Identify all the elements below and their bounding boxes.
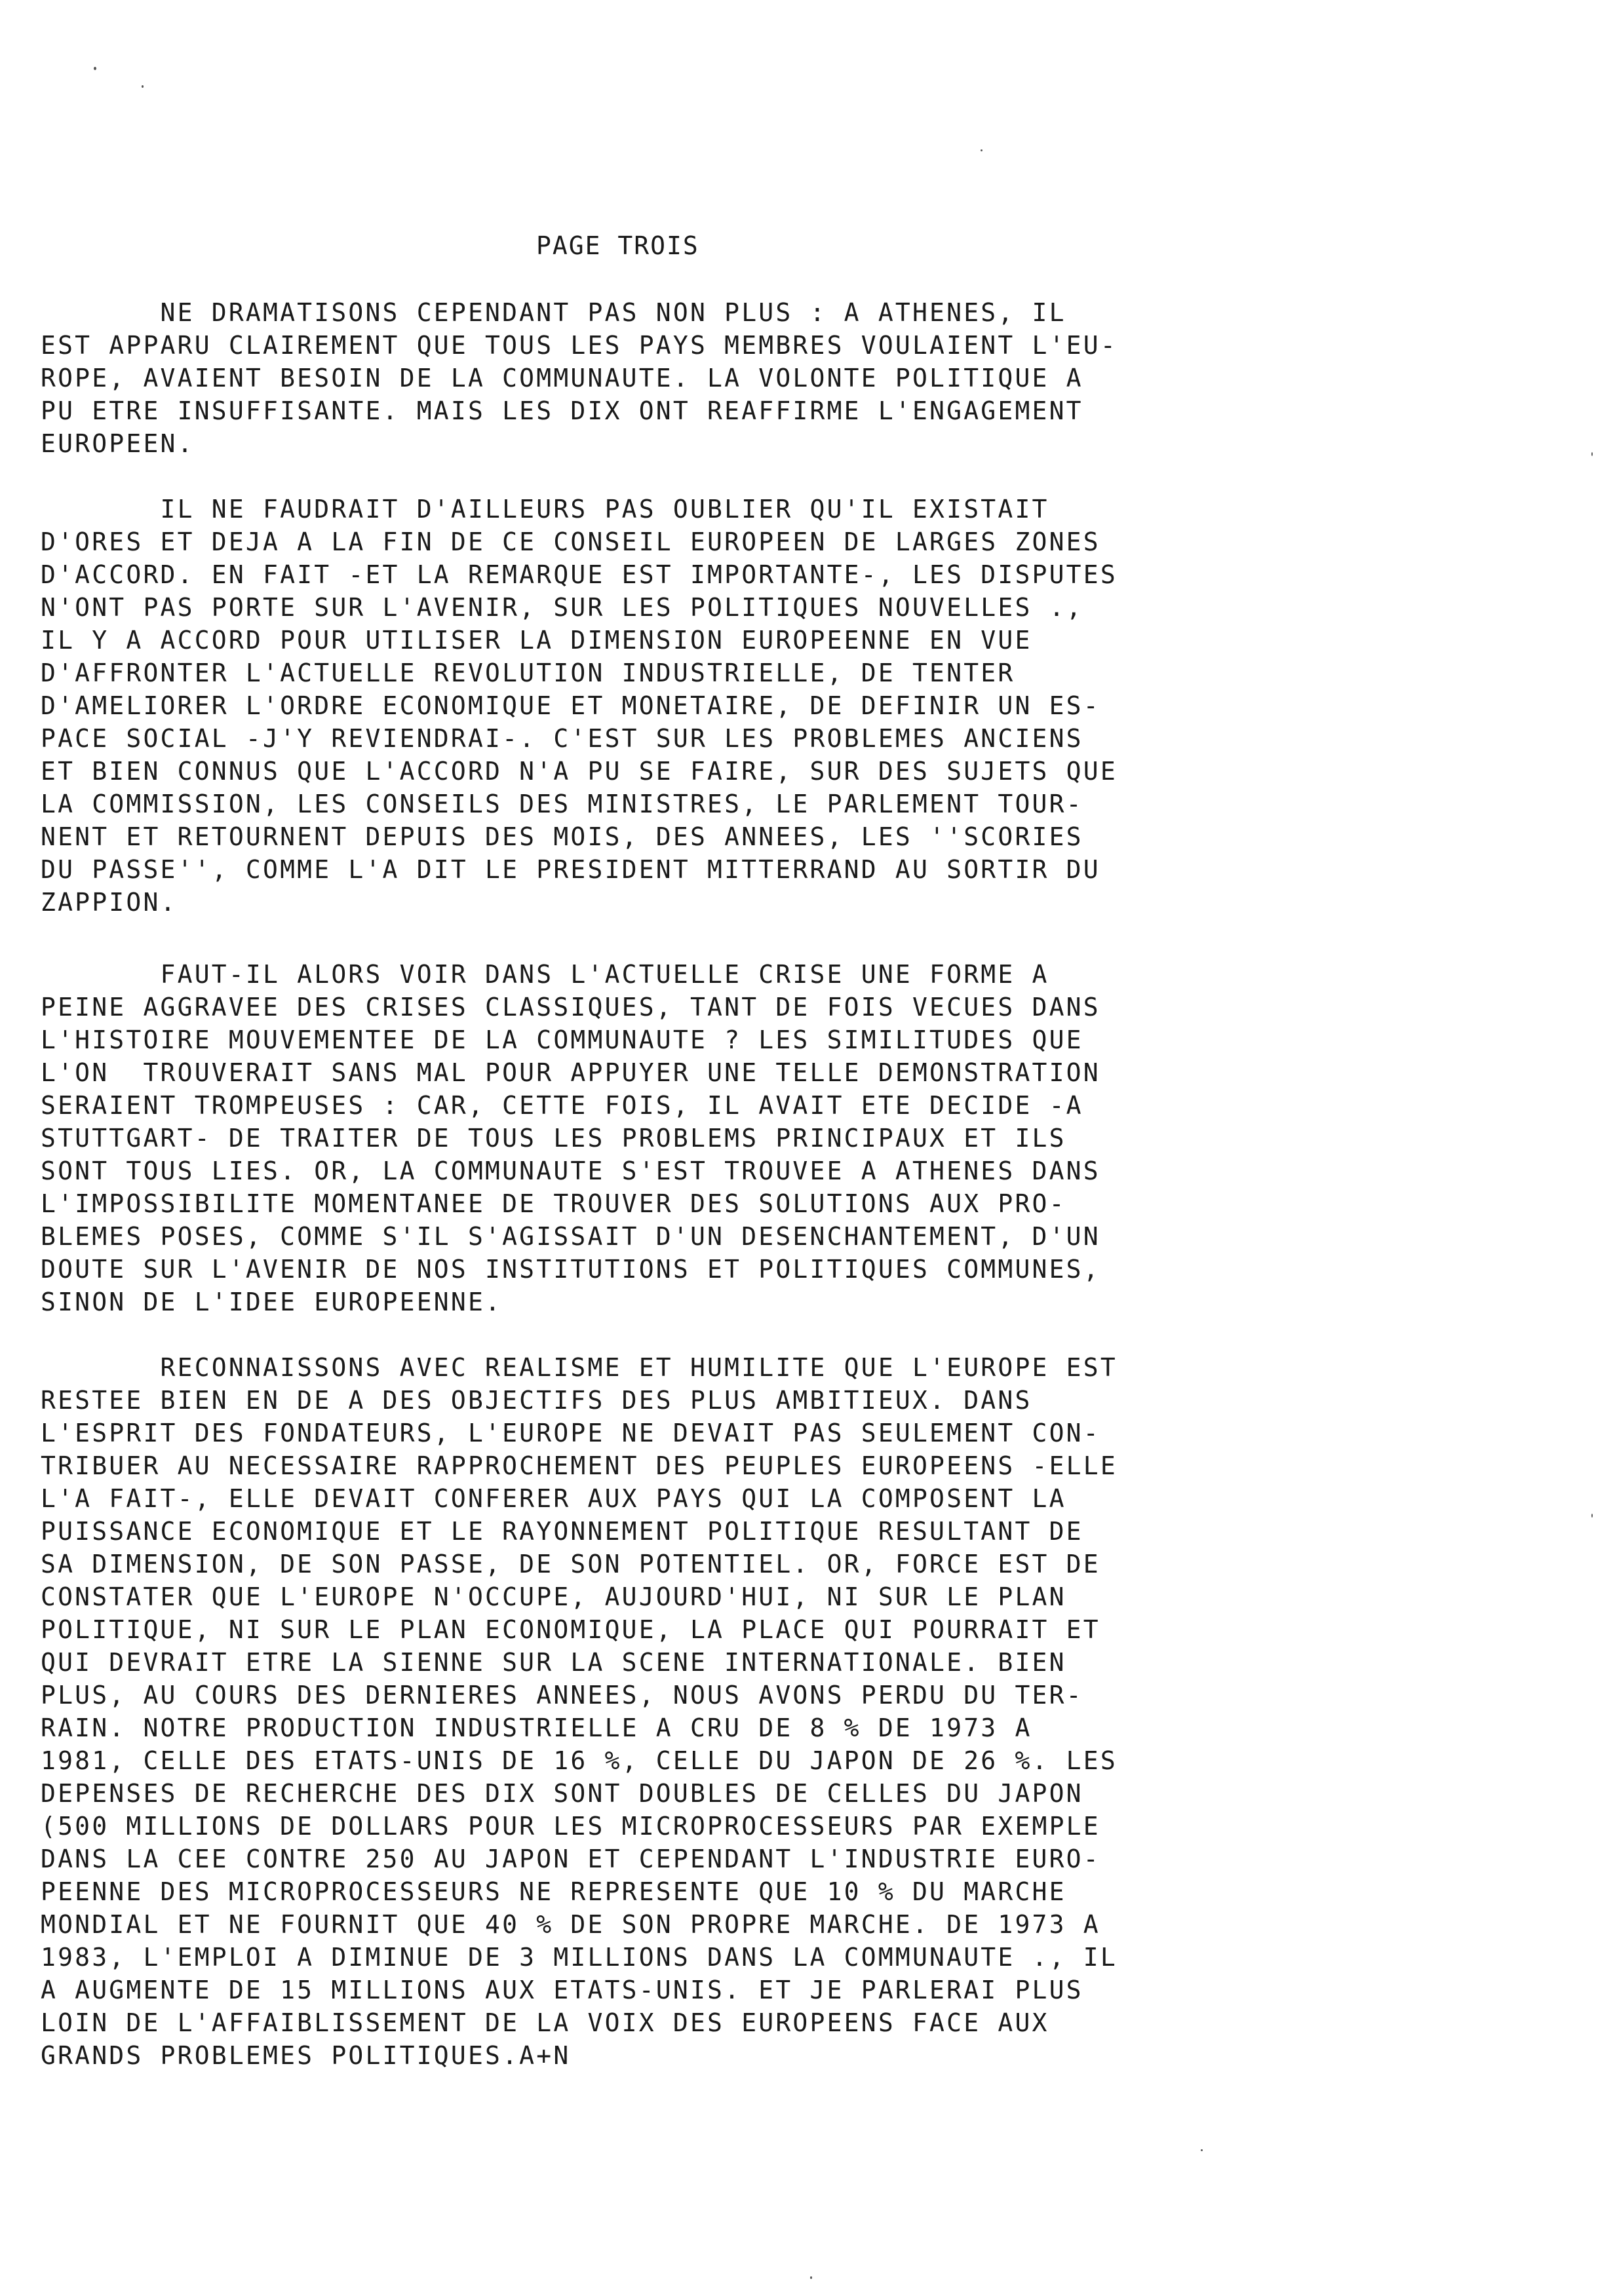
text-line: GRANDS PROBLEMES POLITIQUES.A+N [41,2041,571,2070]
text-line: ROPE, AVAIENT BESOIN DE LA COMMUNAUTE. LA VOLONTE POLITIQUE A [41,364,1083,392]
text-line: D'AFFRONTER L'ACTUELLE REVOLUTION INDUSTRIELLE, DE TENTER [41,659,1015,687]
text-line: PEENNE DES MICROPROCESSEURS NE REPRESENTE QUE 10 % DU MARCHE [41,1877,1066,1906]
text-line: PACE SOCIAL -J'Y REVIENDRAI-. C'EST SUR LES PROBLEMES ANCIENS [41,724,1083,753]
scan-speck [94,67,96,70]
text-line: CONSTATER QUE L'EUROPE N'OCCUPE, AUJOURD'HUI, NI SUR LE PLAN [41,1582,1066,1611]
text-line: TRIBUER AU NECESSAIRE RAPPROCHEMENT DES PEUPLES EUROPEENS -ELLE [41,1451,1118,1480]
page-heading: PAGE TROIS [536,231,699,260]
text-line: RESTEE BIEN EN DE A DES OBJECTIFS DES PLUS AMBITIEUX. DANS [41,1386,1032,1415]
text-line: EST APPARU CLAIREMENT QUE TOUS LES PAYS MEMBRES VOULAIENT L'EU- [41,331,1118,360]
text-line: SONT TOUS LIES. OR, LA COMMUNAUTE S'EST TROUVEE A ATHENES DANS [41,1157,1100,1185]
text-line: NENT ET RETOURNENT DEPUIS DES MOIS, DES ANNEES, LES ''SCORIES [41,822,1083,851]
text-line: MONDIAL ET NE FOURNIT QUE 40 % DE SON PROPRE MARCHE. DE 1973 A [41,1910,1100,1939]
text-line: (500 MILLIONS DE DOLLARS POUR LES MICROPROCESSEURS PAR EXEMPLE [41,1812,1100,1841]
text-line: STUTTGART- DE TRAITER DE TOUS LES PROBLEMS PRINCIPAUX ET ILS [41,1124,1066,1153]
scan-speck [142,85,144,88]
scan-speck [810,2276,812,2279]
text-line: IL Y A ACCORD POUR UTILISER LA DIMENSION EUROPEENNE EN VUE [41,626,1032,655]
paragraph [41,296,1601,460]
text-line: L'A FAIT-, ELLE DEVAIT CONFERER AUX PAYS QUI LA COMPOSENT LA [41,1484,1066,1513]
scan-speck [1201,2149,1203,2151]
text-line: PUISSANCE ECONOMIQUE ET LE RAYONNEMENT POLITIQUE RESULTANT DE [41,1517,1083,1546]
text-line: L'ON TROUVERAIT SANS MAL POUR APPUYER UNE TELLE DEMONSTRATION [41,1058,1100,1087]
scan-speck [981,149,983,151]
text-line: LOIN DE L'AFFAIBLISSEMENT DE LA VOIX DES EUROPEENS FACE AUX [41,2008,1049,2037]
text-line: PEINE AGGRAVEE DES CRISES CLASSIQUES, TANT DE FOIS VECUES DANS [41,993,1100,1022]
text-line: L'ESPRIT DES FONDATEURS, L'EUROPE NE DEVAIT PAS SEULEMENT CON- [41,1419,1100,1447]
text-line: DEPENSES DE RECHERCHE DES DIX SONT DOUBLES DE CELLES DU JAPON [41,1779,1083,1808]
text-line: POLITIQUE, NI SUR LE PLAN ECONOMIQUE, LA PLACE QUI POURRAIT ET [41,1615,1100,1644]
paragraph [41,1351,1601,2072]
text-line: QUI DEVRAIT ETRE LA SIENNE SUR LA SCENE INTERNATIONALE. BIEN [41,1648,1066,1677]
text-line: D'ACCORD. EN FAIT -ET LA REMARQUE EST IMPORTANTE-, LES DISPUTES [41,560,1118,589]
text-line: LA COMMISSION, LES CONSEILS DES MINISTRES, LE PARLEMENT TOUR- [41,790,1083,818]
text-line: RECONNAISSONS AVEC REALISME ET HUMILITE QUE L'EUROPE EST [41,1353,1118,1382]
text-line: FAUT-IL ALORS VOIR DANS L'ACTUELLE CRISE UNE FORME A [41,960,1049,989]
text-line: D'ORES ET DEJA A LA FIN DE CE CONSEIL EUROPEEN DE LARGES ZONES [41,527,1100,556]
text-line: N'ONT PAS PORTE SUR L'AVENIR, SUR LES POLITIQUES NOUVELLES ., [41,593,1083,622]
paragraph [41,493,1601,919]
text-line: SA DIMENSION, DE SON PASSE, DE SON POTENTIEL. OR, FORCE EST DE [41,1550,1100,1578]
text-line: ET BIEN CONNUS QUE L'ACCORD N'A PU SE FAIRE, SUR DES SUJETS QUE [41,757,1118,786]
text-line: DOUTE SUR L'AVENIR DE NOS INSTITUTIONS ET POLITIQUES COMMUNES, [41,1255,1100,1284]
text-line: A AUGMENTE DE 15 MILLIONS AUX ETATS-UNIS. ET JE PARLERAI PLUS [41,1976,1083,2004]
text-line: ZAPPION. [41,888,178,917]
text-line: L'HISTOIRE MOUVEMENTEE DE LA COMMUNAUTE ? LES SIMILITUDES QUE [41,1025,1083,1054]
text-line: D'AMELIORER L'ORDRE ECONOMIQUE ET MONETAIRE, DE DEFINIR UN ES- [41,691,1100,720]
text-line: IL NE FAUDRAIT D'AILLEURS PAS OUBLIER QU'IL EXISTAIT [41,495,1049,524]
text-line: RAIN. NOTRE PRODUCTION INDUSTRIELLE A CRU DE 8 % DE 1973 A [41,1713,1032,1742]
text-line: SERAIENT TROMPEUSES : CAR, CETTE FOIS, IL AVAIT ETE DECIDE -A [41,1091,1083,1120]
text-line: DANS LA CEE CONTRE 250 AU JAPON ET CEPENDANT L'INDUSTRIE EURO- [41,1845,1100,1873]
text-line: L'IMPOSSIBILITE MOMENTANEE DE TROUVER DES SOLUTIONS AUX PRO- [41,1189,1066,1218]
text-line: PU ETRE INSUFFISANTE. MAIS LES DIX ONT REAFFIRME L'ENGAGEMENT [41,396,1083,425]
text-line: EUROPEEN. [41,429,195,458]
text-line: BLEMES POSES, COMME S'IL S'AGISSAIT D'UN DESENCHANTEMENT, D'UN [41,1222,1100,1251]
text-line: 1981, CELLE DES ETATS-UNIS DE 16 %, CELLE DU JAPON DE 26 %. LES [41,1746,1118,1775]
text-line: NE DRAMATISONS CEPENDANT PAS NON PLUS : A ATHENES, IL [41,298,1066,327]
text-line: PLUS, AU COURS DES DERNIERES ANNEES, NOUS AVONS PERDU DU TER- [41,1681,1083,1710]
text-line: SINON DE L'IDEE EUROPEENNE. [41,1288,503,1316]
text-line: 1983, L'EMPLOI A DIMINUE DE 3 MILLIONS DANS LA COMMUNAUTE ., IL [41,1943,1118,1972]
paragraph [41,958,1601,1318]
text-line: DU PASSE'', COMME L'A DIT LE PRESIDENT MITTERRAND AU SORTIR DU [41,855,1100,884]
